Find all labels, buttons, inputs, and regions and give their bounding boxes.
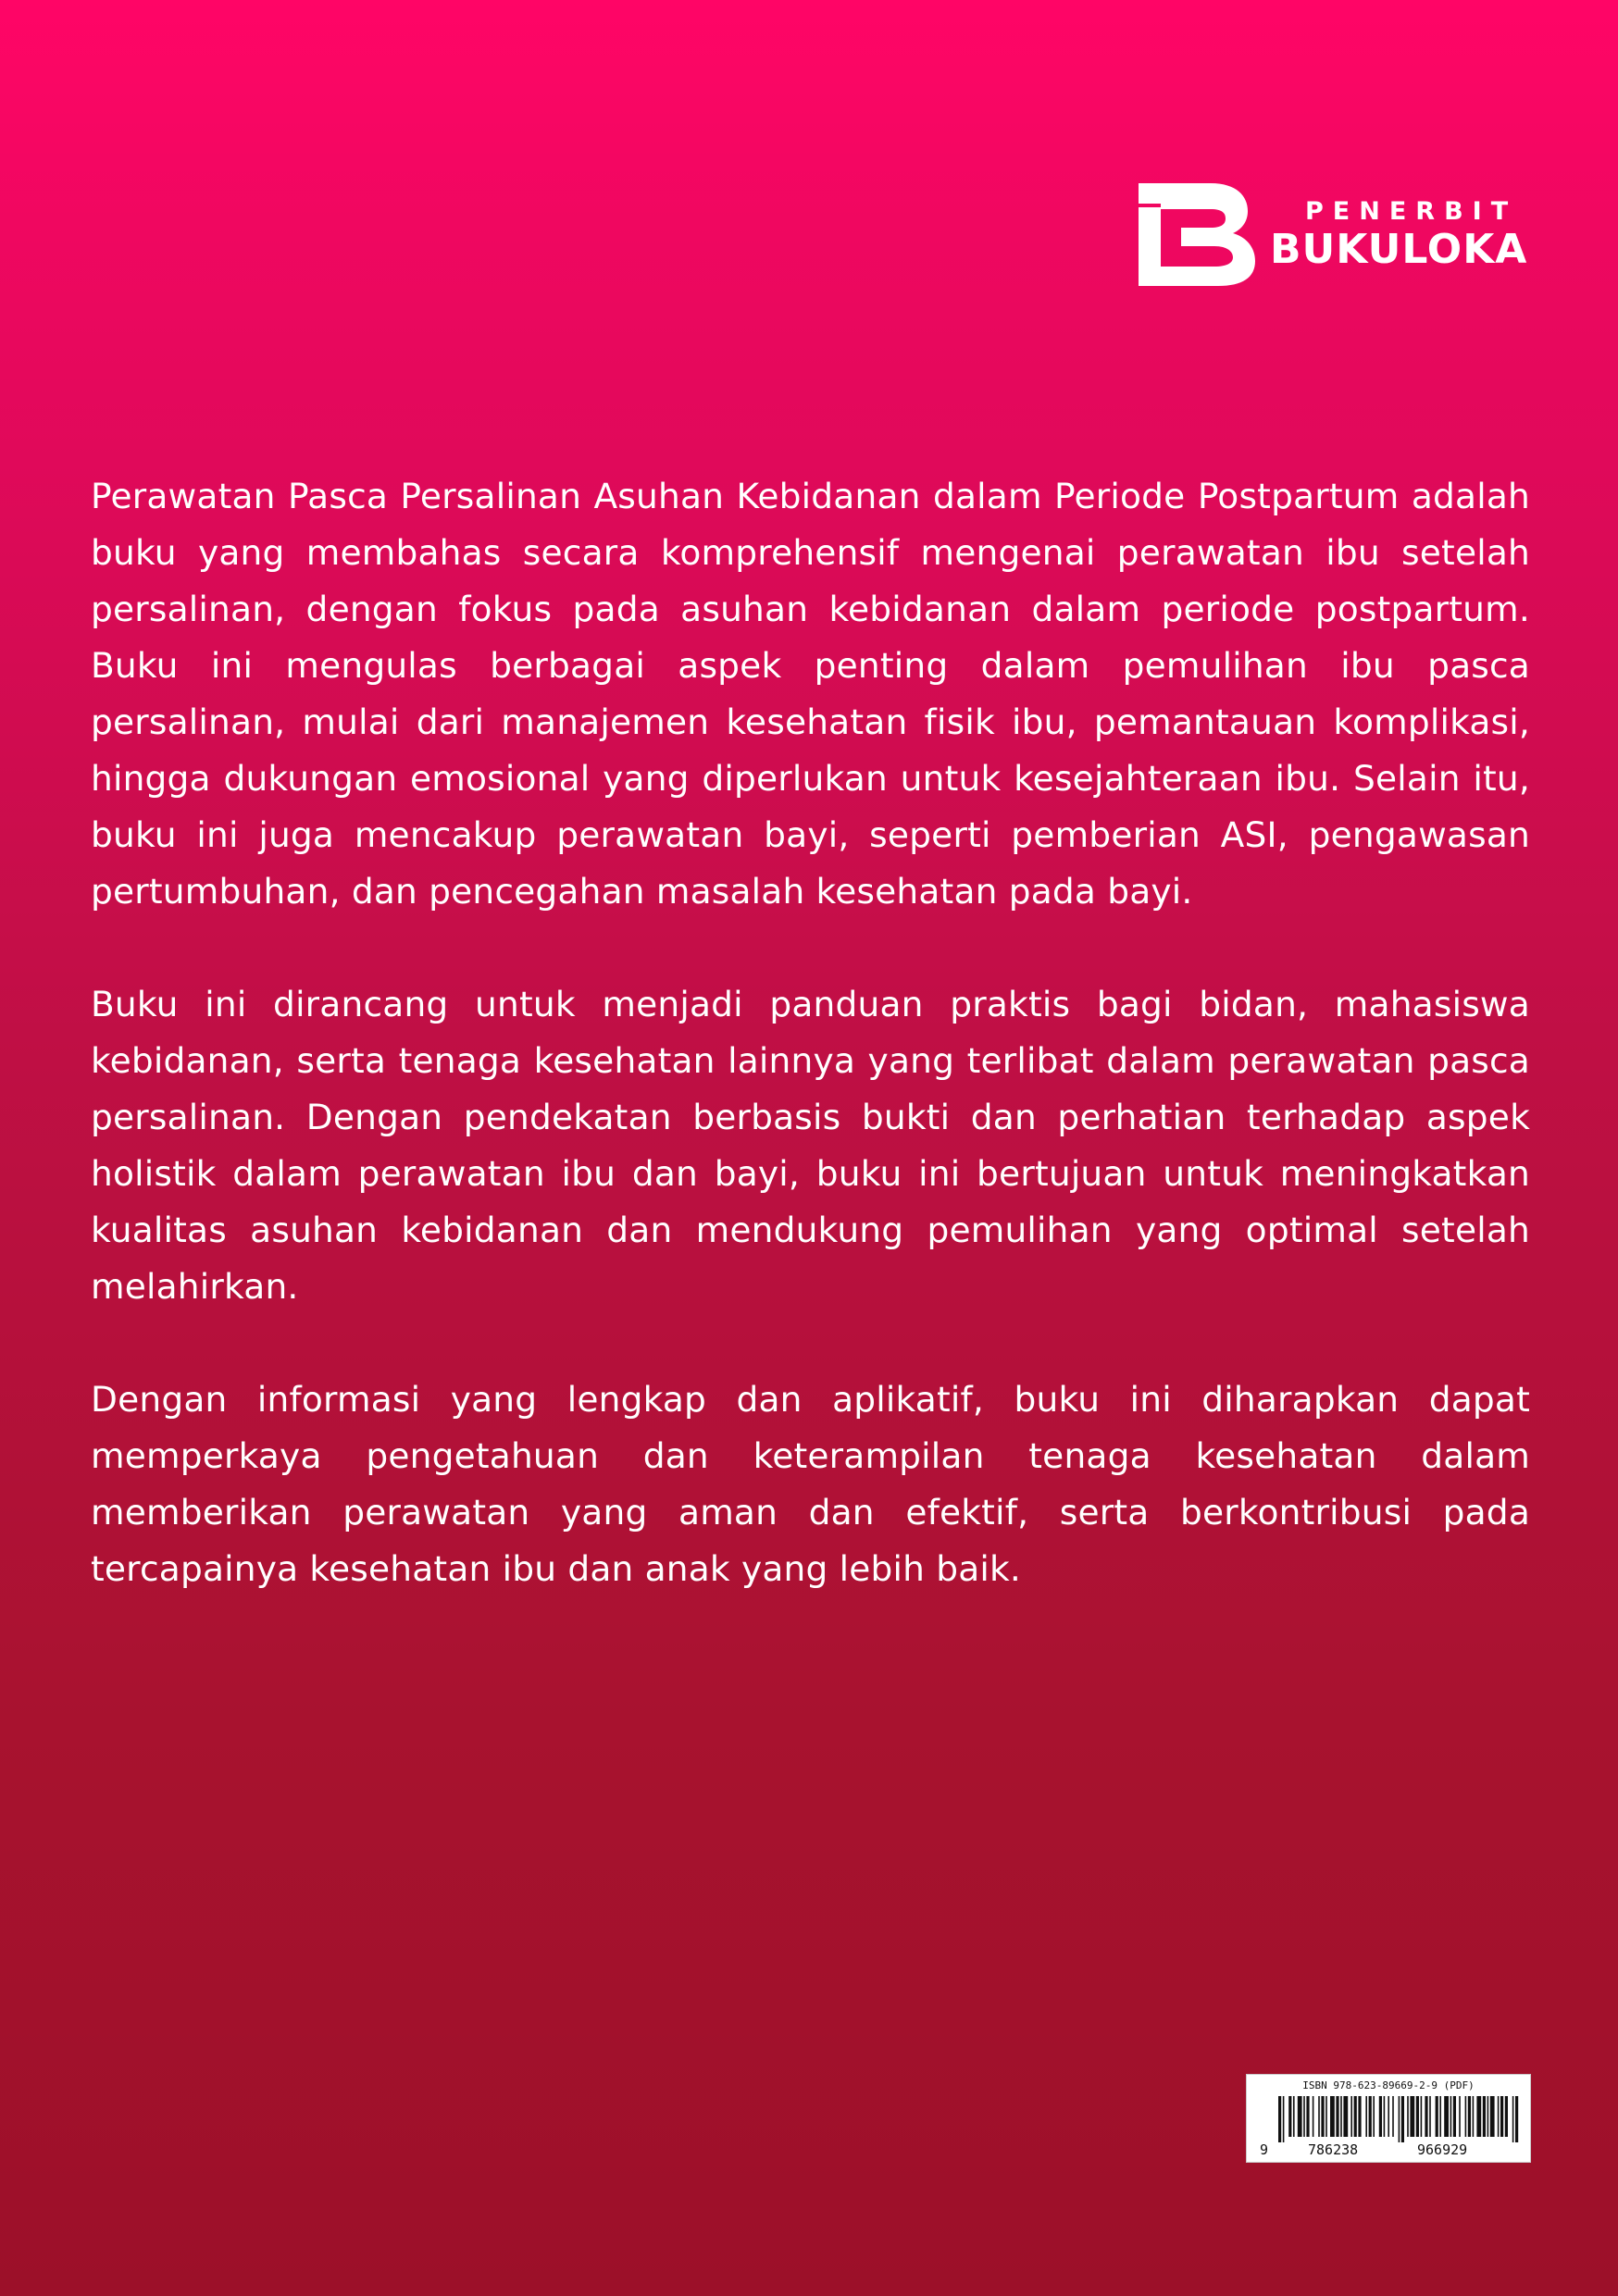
publisher-label: PENERBIT — [1305, 197, 1518, 226]
barcode-digit-group-2: 966929 — [1417, 2141, 1468, 2158]
barcode-bar — [1459, 2096, 1461, 2137]
barcode-bar — [1343, 2096, 1348, 2137]
barcode-bar — [1288, 2096, 1291, 2137]
barcode-bar — [1401, 2096, 1404, 2142]
barcode-bar — [1515, 2096, 1518, 2142]
barcode-digit-lead: 9 — [1260, 2141, 1269, 2158]
barcode-bar — [1303, 2096, 1305, 2137]
barcode-bar — [1429, 2096, 1431, 2137]
barcode-bar — [1340, 2096, 1342, 2137]
barcode-bar — [1313, 2096, 1314, 2137]
barcode-bar — [1321, 2096, 1324, 2137]
barcode-bar — [1298, 2096, 1302, 2137]
barcode-bar — [1283, 2096, 1285, 2142]
barcode-bar — [1278, 2096, 1281, 2142]
blurb-paragraph-2: Buku ini dirancang untuk menjadi panduan praktis bagi bidan, mahasiswa kebidanan, serta tenaga kesehatan lainnya yang terlibat dalam perawatan pasca persalinan. Dengan pendekatan berbasis bukti dan perhatian terhadap aspek holistik dalam perawatan ibu dan bayi, buku ini bertujuan untuk meningkatkan kualitas asuhan kebidanan dan mendukung pemulihan yang optimal setelah melahirkan. — [91, 984, 1530, 1307]
isbn-barcode — [1246, 2074, 1531, 2163]
barcode-bar — [1373, 2096, 1375, 2137]
barcode-bar — [1444, 2096, 1449, 2137]
barcode-bar — [1350, 2096, 1352, 2137]
logo-b-mark — [1137, 181, 1257, 288]
barcode-bar — [1476, 2096, 1481, 2137]
publisher-logo — [1137, 181, 1553, 288]
barcode-bar — [1425, 2096, 1427, 2137]
barcode-bar — [1336, 2096, 1338, 2137]
barcode-bar — [1407, 2096, 1409, 2137]
back-cover-blurb — [91, 468, 1530, 1654]
barcode-bar — [1330, 2096, 1335, 2137]
barcode-bar — [1293, 2096, 1295, 2137]
barcode-bar — [1421, 2096, 1423, 2137]
barcode-bar — [1326, 2096, 1327, 2137]
barcode-bar — [1318, 2096, 1320, 2137]
barcode-bar — [1483, 2096, 1486, 2137]
barcode-bar — [1439, 2096, 1441, 2137]
barcode-bar — [1369, 2096, 1372, 2137]
barcode-bars — [1278, 2096, 1519, 2142]
barcode-bar — [1384, 2096, 1386, 2137]
barcode-bar — [1465, 2096, 1467, 2137]
barcode-bar — [1453, 2096, 1456, 2137]
blurb-paragraph-3: Dengan informasi yang lengkap dan aplikatif, buku ini diharapkan dapat memperkaya pengetahuan dan keterampilan tenaga kesehatan dalam memberikan perawatan yang aman dan efektif, serta berkontribusi pada tercapainya kesehatan ibu dan anak yang lebih baik. — [91, 1379, 1530, 1589]
barcode-bar — [1416, 2096, 1419, 2137]
barcode-bar — [1392, 2096, 1394, 2137]
barcode-bar — [1498, 2096, 1500, 2137]
barcode-bar — [1354, 2096, 1357, 2137]
barcode-bar — [1490, 2096, 1495, 2137]
isbn-label: ISBN 978-623-89669-2-9 (PDF) — [1302, 2079, 1475, 2091]
barcode-bar — [1468, 2096, 1471, 2137]
barcode-bar — [1487, 2096, 1489, 2137]
barcode-bar — [1388, 2096, 1389, 2137]
barcode-digit-group-1: 786238 — [1308, 2141, 1359, 2158]
barcode-bar — [1436, 2096, 1438, 2137]
publisher-name: BUKULOKA — [1270, 226, 1528, 273]
barcode-bar — [1512, 2096, 1514, 2142]
barcode-bar — [1306, 2096, 1309, 2137]
barcode-bar — [1473, 2096, 1475, 2137]
barcode-bar — [1410, 2096, 1414, 2137]
blurb-paragraph-1: Perawatan Pasca Persalinan Asuhan Kebidanan dalam Periode Postpartum adalah buku yang membahas secara komprehensif mengenai perawatan ibu setelah persalinan, dengan fokus pada asuhan kebidanan dalam periode postpartum. Buku ini mengulas berbagai aspek penting dalam pemulihan ibu pasca persalinan, mulai dari manajemen kesehatan fisik ibu, pemantauan komplikasi, hingga dukungan emosional yang diperlukan untuk kesejahteraan ibu. Selain itu, buku ini juga mencakup perawatan bayi, seperti pemberian ASI, pengawasan pertumbuhan, dan pencegahan masalah kesehatan pada bayi. — [91, 476, 1530, 912]
barcode-bar — [1365, 2096, 1367, 2137]
barcode-bar — [1450, 2096, 1452, 2137]
barcode-bar — [1505, 2096, 1508, 2137]
barcode-bar — [1379, 2096, 1382, 2137]
barcode-bar — [1500, 2096, 1503, 2137]
barcode-bar — [1358, 2096, 1361, 2137]
barcode-bar — [1399, 2096, 1400, 2142]
